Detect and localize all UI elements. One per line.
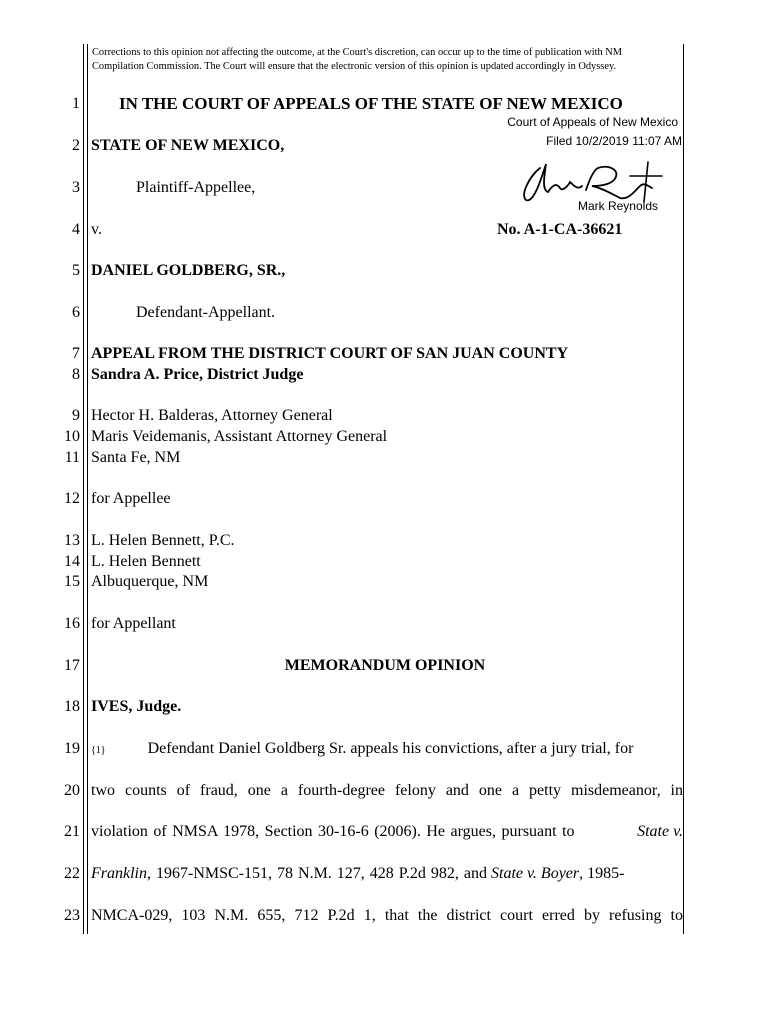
body-text: , 1967-NMSC-151, 78 N.M. 127, 428 P.2d 982, and (147, 865, 488, 882)
versus: v. (91, 221, 102, 238)
line-number: 11 (64, 449, 80, 466)
defendant-name: DANIEL GOLDBERG, SR., (91, 262, 286, 279)
filing-stamp-court: Court of Appeals of New Mexico (507, 115, 678, 129)
body-line-23: NMCA-029, 103 N.M. 655, 712 P.2d 1, that the district court erred by refusing to (91, 907, 683, 924)
appellant-counsel-line: Albuquerque, NM (91, 573, 209, 590)
line-number: 19 (64, 740, 80, 757)
defendant-role: Defendant-Appellant. (136, 304, 276, 321)
case-citation: State v. Boyer (491, 865, 580, 882)
left-margin-rule (83, 44, 84, 934)
plaintiff-role: Plaintiff-Appellee, (136, 179, 256, 196)
author-judge: IVES, Judge. (91, 698, 182, 715)
line-number: 17 (64, 657, 80, 674)
line-number: 23 (64, 907, 80, 924)
body-text: violation of NMSA 1978, Section 30-16-6 (2006). He argues, pursuant to (91, 823, 575, 840)
appellant-counsel-line: L. Helen Bennett (91, 553, 201, 570)
opinion-heading: MEMORANDUM OPINION (284, 657, 486, 674)
paragraph-mark: {1} (91, 745, 106, 756)
body-line-20: two counts of fraud, one a fourth-degree felony and one a petty misdemeanor, in (91, 782, 683, 799)
trial-judge: Sandra A. Price, District Judge (91, 366, 304, 383)
case-citation: State v. (637, 823, 683, 840)
court-title: IN THE COURT OF APPEALS OF THE STATE OF NEW MEXICO (119, 94, 623, 113)
appellee-counsel-line: Maris Veidemanis, Assistant Attorney General (91, 428, 388, 445)
body-text: , 1985- (579, 865, 625, 882)
line-number: 6 (72, 304, 80, 321)
body-text: Defendant Daniel Goldberg Sr. appeals his convictions, after a jury trial, for (147, 740, 634, 757)
line-number: 2 (72, 137, 80, 154)
line-number: 15 (64, 573, 80, 590)
filing-stamp-date: Filed 10/2/2019 11:07 AM (546, 134, 682, 148)
line-number: 3 (72, 179, 80, 196)
line-number: 13 (64, 532, 80, 549)
line-number: 21 (64, 823, 80, 840)
plaintiff-name: STATE OF NEW MEXICO, (91, 137, 285, 154)
line-number: 12 (64, 490, 80, 507)
line-number: 20 (64, 782, 80, 799)
for-appellee: for Appellee (91, 490, 171, 507)
filing-stamp-clerk: Mark Reynolds (577, 199, 658, 213)
line-number: 1 (72, 95, 80, 112)
line-number: 18 (64, 698, 80, 715)
line-number: 8 (72, 366, 80, 383)
body-line-21 (91, 823, 683, 841)
line-number: 7 (72, 345, 80, 362)
appeal-line: APPEAL FROM THE DISTRICT COURT OF SAN JUAN COUNTY (91, 345, 569, 362)
case-citation: Franklin (91, 865, 147, 882)
line-number: 10 (64, 428, 80, 445)
for-appellant: for Appellant (91, 615, 176, 632)
line-number: 16 (64, 615, 80, 632)
appellee-counsel-line: Hector H. Balderas, Attorney General (91, 407, 333, 424)
line-number: 4 (72, 221, 80, 238)
line-number: 14 (64, 553, 80, 570)
line-number: 9 (72, 407, 80, 424)
right-margin-rule (683, 44, 684, 934)
appellant-counsel-line: L. Helen Bennett, P.C. (91, 532, 235, 549)
body-line-19 (91, 740, 633, 760)
left-margin-rule-inner (87, 44, 88, 934)
appellee-counsel-line: Santa Fe, NM (91, 449, 181, 466)
case-number: No. A-1-CA-36621 (497, 221, 623, 238)
line-number: 5 (72, 262, 80, 279)
body-line-22 (91, 865, 624, 883)
corrections-notice: Corrections to this opinion not affecting the outcome, at the Court's discretion, can occur up to the time of publication with NM Compilation Commission. The Court will ensure that the electronic version of this opinion is updated accordingly in Odyssey. (92, 47, 623, 72)
line-number: 22 (64, 865, 80, 882)
